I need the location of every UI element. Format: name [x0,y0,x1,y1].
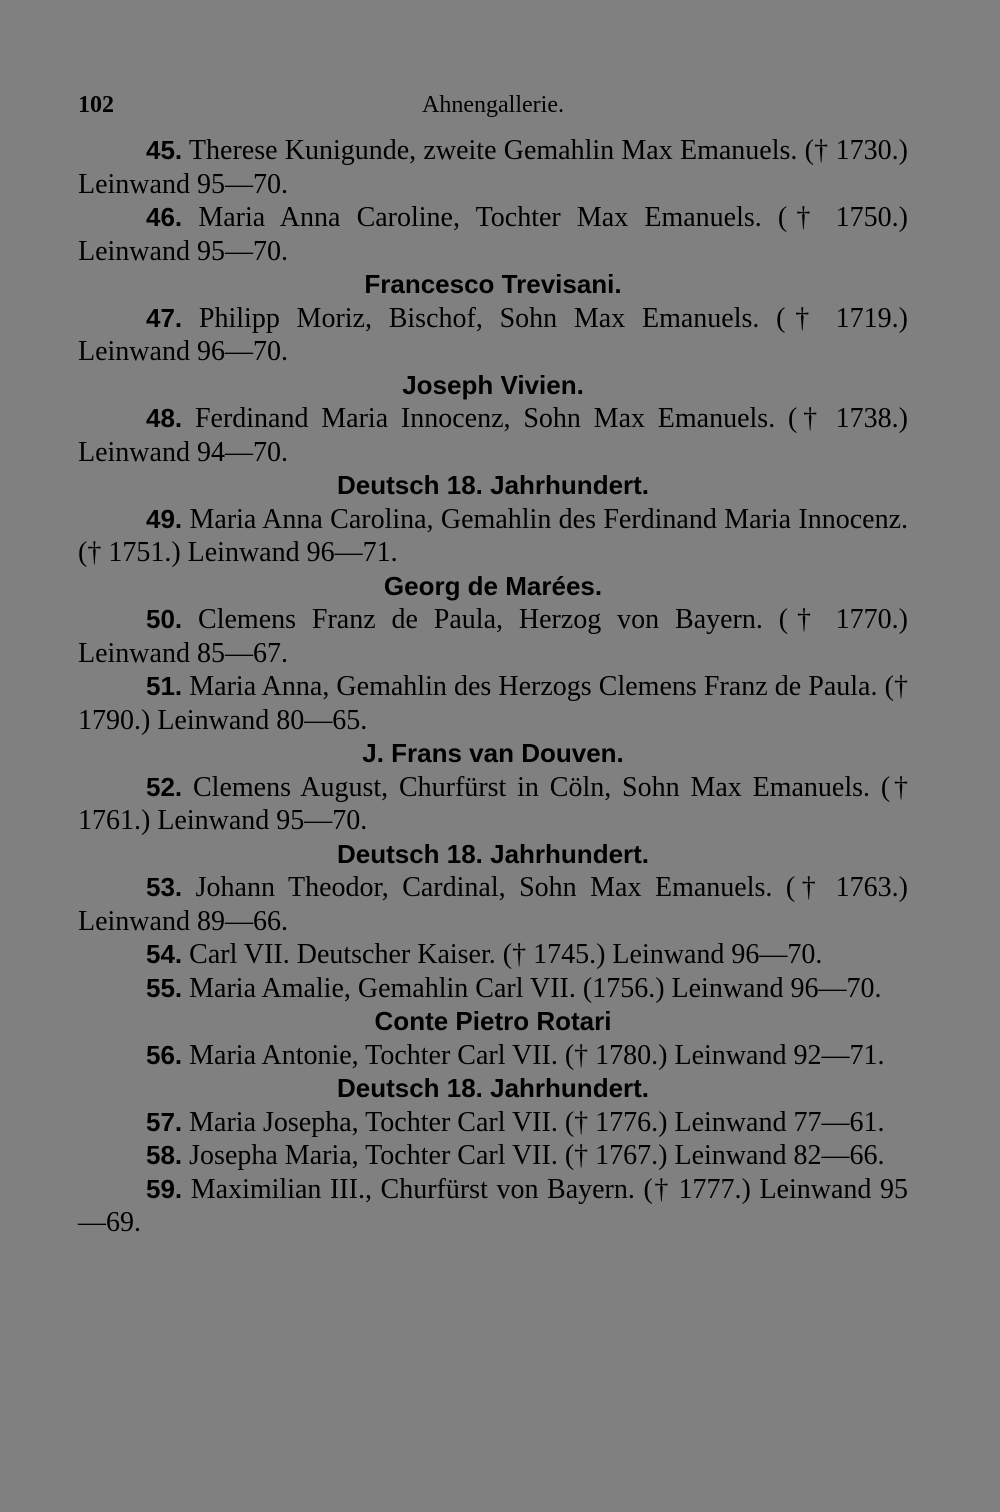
running-title: Ahnengallerie. [422,92,564,118]
entry-number: 45. [146,135,183,165]
entry-text: Johann Theodor, Cardinal, Sohn Max Emanuels. († 1763.) Leinwand 89—66. [78,872,908,937]
entry-text: Carl VII. Deutscher Kaiser. († 1745.) Leinwand 96—70. [189,939,823,970]
catalogue-entry [78,871,908,938]
artist-heading: Deutsch 18. Jahrhundert. [336,1073,650,1103]
catalogue-entry [78,1139,908,1173]
artist-heading: Deutsch 18. Jahrhundert. [336,838,650,869]
artist-heading: Joseph Vivien. [402,369,584,400]
artist-heading: Deutsch 18. Jahrhundert. [336,470,650,500]
catalogue-entry [78,972,908,1006]
entry-text: Maria Anna Caroline, Tochter Max Emanuels. († 1750.) Leinwand 95—70. [78,202,908,267]
running-head [78,92,908,134]
artist-heading: Conte Pietro Rotari [374,1006,612,1036]
entry-number: 50. [146,604,183,634]
catalogue-entry [78,134,908,201]
entry-text: Maria Anna, Gemahlin des Herzogs Clemens Franz de Paula. († 1790.) Leinwand 80—65. [78,671,908,736]
catalogue-entry [78,1106,908,1140]
entry-number: 53. [146,872,183,902]
entry-number: 47. [146,302,183,333]
catalogue-entry [78,670,908,737]
book-page [78,92,908,1240]
entry-text: Therese Kunigunde, zweite Gemahlin Max Emanuels. († 1730.) Leinwand 95—70. [78,135,908,200]
entry-text: Philipp Moriz, Bischof, Sohn Max Emanuels. († 1719.) Leinwand 96—70. [78,302,909,367]
entry-number: 51. [146,671,183,701]
entry-text: Josepha Maria, Tochter Carl VII. († 1767.) Leinwand 82—66. [189,1140,885,1171]
catalogue-entry [78,302,908,369]
entry-number: 46. [146,202,183,232]
entry-number: 55. [146,972,183,1003]
entry-text: Maria Anna Carolina, Gemahlin des Ferdinand Maria Innocenz. († 1751.) Leinwand 96—71. [78,503,908,568]
artist-heading: Georg de Marées. [383,570,603,601]
entry-text: Maximilian III., Churfürst von Bayern. († 1777.) Leinwand 95—69. [78,1173,908,1238]
page-number: 102 [78,92,114,118]
entry-text: Maria Josepha, Tochter Carl VII. († 1776.) Leinwand 77—61. [189,1106,885,1138]
entry-text: Clemens Franz de Paula, Herzog von Bayern. († 1770.) Leinwand 85—67. [78,604,909,669]
catalogue-list [78,134,908,1240]
catalogue-entry [78,1039,908,1073]
catalogue-entry [78,938,908,972]
catalogue-entry [78,603,908,670]
entry-text: Clemens August, Churfürst in Cöln, Sohn Max Emanuels. († 1761.) Leinwand 95—70. [78,771,909,836]
entry-number: 59. [146,1173,183,1204]
catalogue-entry [78,1173,908,1240]
entry-number: 56. [146,1039,183,1070]
entry-text: Maria Antonie, Tochter Carl VII. († 1780.) Leinwand 92—71. [189,1039,885,1071]
artist-heading: J. Frans van Douven. [362,738,624,768]
catalogue-entry [78,201,908,268]
catalogue-entry [78,402,908,469]
entry-text: Ferdinand Maria Innocenz, Sohn Max Emanuels. († 1738.) Leinwand 94—70. [78,403,909,468]
entry-number: 54. [146,939,183,969]
entry-text: Maria Amalie, Gemahlin Carl VII. (1756.) Leinwand 96—70. [189,972,882,1004]
entry-number: 57. [146,1106,183,1137]
catalogue-entry [78,771,908,838]
entry-number: 48. [146,403,183,433]
catalogue-entry [78,503,908,570]
entry-number: 58. [146,1140,183,1170]
entry-number: 52. [146,771,183,802]
entry-number: 49. [146,503,183,534]
artist-heading: Francesco Trevisani. [364,269,622,299]
